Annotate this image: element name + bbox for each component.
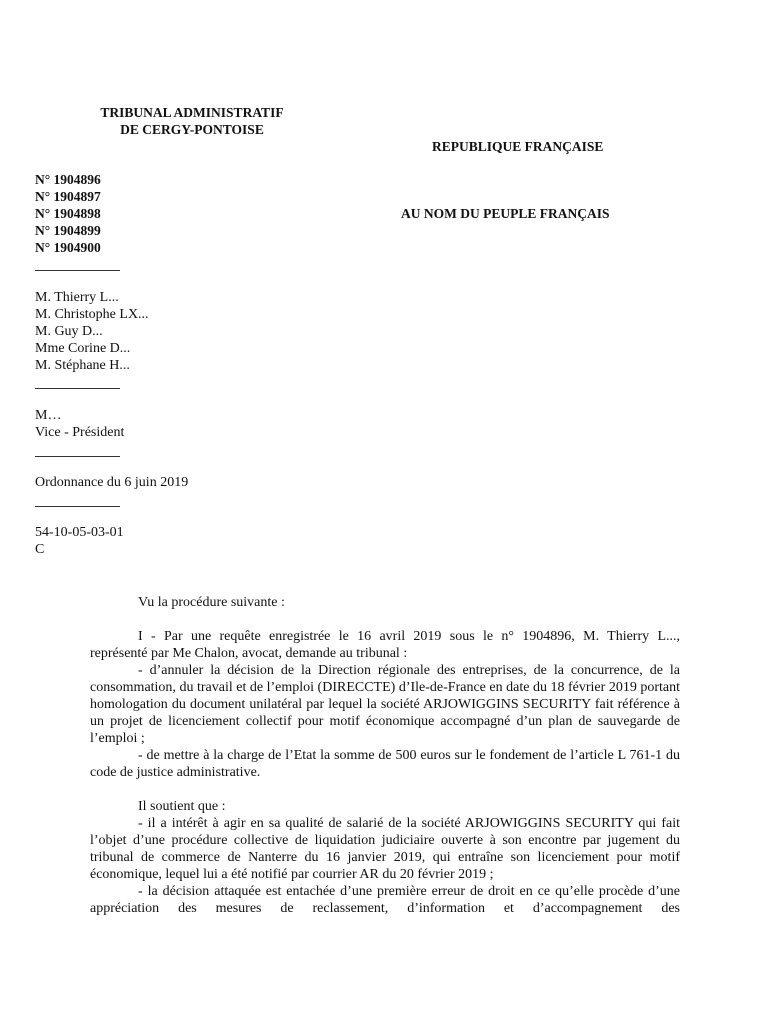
party-name: M. Thierry L... bbox=[35, 290, 119, 305]
case-number: N° 1904897 bbox=[35, 189, 101, 204]
request-paragraph-line1: I - Par une requête enregistrée le 16 avril 2019 sous le n° 1904896, M. Thierry L..., bbox=[138, 629, 680, 644]
separator-line bbox=[35, 270, 120, 271]
classification-block bbox=[35, 524, 124, 558]
case-number: N° 1904900 bbox=[35, 240, 101, 255]
classification-code: 54-10-05-03-01 bbox=[35, 525, 124, 540]
separator-line bbox=[35, 456, 120, 457]
argument-standing: - il a intérêt à agir en sa qualité de salarié de la société ARJOWIGGINS SECURITY qui fait l’objet d’une procédure collective de liquidation judiciaire ouverte à son encontre par jugement du tribunal de commerce de Nanterre du 16 janvier 2019, qui entraîne son licenciement pour motif économique, lequel lui a été notifié par courrier AR du 20 février 2019 ; bbox=[90, 816, 680, 882]
request-paragraph-line2: représenté par Me Chalon, avocat, demande au tribunal : bbox=[90, 646, 408, 661]
case-number: N° 1904896 bbox=[35, 172, 101, 187]
judge-block bbox=[35, 407, 124, 441]
people-heading: AU NOM DU PEUPLE FRANÇAIS bbox=[401, 206, 610, 221]
classification-letter: C bbox=[35, 542, 45, 557]
court-name-line2: DE CERGY-PONTOISE bbox=[120, 122, 264, 137]
case-number: N° 1904899 bbox=[35, 223, 101, 238]
procedure-intro: Vu la procédure suivante : bbox=[138, 595, 285, 610]
separator-line bbox=[35, 388, 120, 389]
court-name bbox=[84, 104, 300, 138]
request-item-annulment: - d’annuler la décision de la Direction régionale des entreprises, de la concurrence, de la consommation, du travail et de l’emploi (DIRECCTE) d’Ile-de-France en date du 18 février 2019 portant homologation du document unilatéral par lequel la société ARJOWIGGINS SECURITY fait référence à un projet de licenciement collectif pour motif économique accompagné d’un plan de sauvegarde de l’emploi ; bbox=[90, 663, 680, 746]
party-name: M. Christophe LX... bbox=[35, 307, 149, 322]
party-name: Mme Corine D... bbox=[35, 341, 131, 356]
arguments-intro: Il soutient que : bbox=[138, 799, 226, 814]
party-name: M. Stéphane H... bbox=[35, 358, 130, 373]
request-item-costs: - de mettre à la charge de l’Etat la somme de 500 euros sur le fondement de l’article L 761-1 du code de justice administrative. bbox=[90, 748, 680, 780]
argument-error-of-law: - la décision attaquée est entachée d’une première erreur de droit en ce qu’elle procède d’une appréciation des mesures de reclassement, d’information et d’accompagnement des bbox=[90, 884, 680, 916]
document-body bbox=[90, 594, 680, 917]
republic-heading: REPUBLIQUE FRANÇAISE bbox=[432, 139, 604, 154]
case-number: N° 1904898 bbox=[35, 206, 101, 221]
separator-line bbox=[35, 506, 120, 507]
party-name: M. Guy D... bbox=[35, 324, 103, 339]
court-name-line1: TRIBUNAL ADMINISTRATIF bbox=[100, 105, 284, 120]
parties-list bbox=[35, 289, 149, 374]
case-numbers bbox=[35, 171, 101, 256]
ordonnance-date: Ordonnance du 6 juin 2019 bbox=[35, 475, 189, 490]
judge-title: Vice - Président bbox=[35, 425, 125, 440]
judge-name: M… bbox=[35, 408, 62, 423]
